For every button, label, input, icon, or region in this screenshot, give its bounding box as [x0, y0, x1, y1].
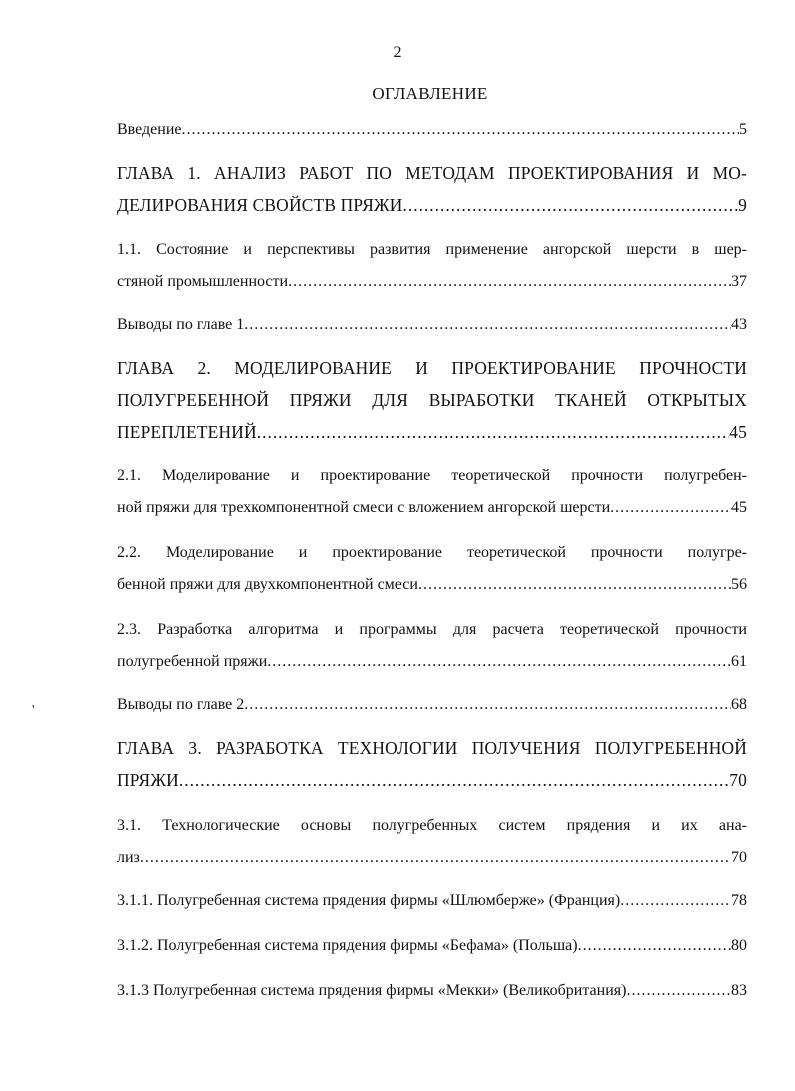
toc-leader-dots — [179, 764, 729, 796]
toc-entry-section-3-1-1 — [117, 885, 747, 917]
toc-entry-last-line — [117, 416, 747, 448]
page-number: 2 — [393, 44, 402, 61]
toc-page-number: 43 — [731, 316, 747, 333]
margin-mark: ' — [32, 703, 35, 718]
toc-entry-chapter-2 — [117, 352, 747, 448]
toc-entry-text: ной пряжи для трехкомпонентной смеси с вложением ангорской шерсти — [117, 499, 611, 516]
toc-leader-dots — [578, 930, 731, 962]
toc-entry-last-line — [117, 885, 747, 917]
toc-entry-conclusions-2 — [117, 689, 747, 721]
toc-entry-text: лиз — [117, 849, 140, 866]
toc-entry-last-line — [117, 842, 747, 874]
toc-entry-last-line — [117, 975, 747, 1007]
toc-entry-last-line — [117, 189, 747, 221]
toc-entry-text: ДЕЛИРОВАНИЯ СВОЙСТВ ПРЯЖИ — [117, 195, 403, 215]
toc-entry-text: Введение — [117, 121, 182, 138]
toc-entry-text: ПЕРЕПЛЕТЕНИЙ — [117, 422, 257, 442]
toc-page-number: 78 — [731, 892, 747, 909]
toc-entry-line: ПОЛУГРЕБЕННОЙ ПРЯЖИ ДЛЯ ВЫРАБОТКИ ТКАНЕЙ ОТКРЫТЫХ — [117, 390, 747, 410]
toc-entry-text: стяной промышленности — [117, 273, 289, 290]
toc-title: ОГЛАВЛЕНИЕ — [372, 84, 488, 103]
toc-entry-section-3-1 — [117, 810, 747, 874]
toc-page-number: 9 — [738, 195, 747, 215]
toc-entry-line: ГЛАВА 2. МОДЕЛИРОВАНИЕ И ПРОЕКТИРОВАНИЕ ПРОЧНОСТИ — [117, 358, 747, 378]
toc-entry-line: 1.1. Состояние и перспективы развития применение ангорской шерсти в шер- — [117, 241, 747, 258]
toc-entry-introduction — [117, 114, 747, 146]
toc-leader-dots — [626, 975, 731, 1007]
toc-entry-last-line — [117, 569, 747, 601]
toc-entry-text: ПРЯЖИ — [117, 770, 179, 790]
toc-page-number: 68 — [731, 696, 747, 713]
toc-entry-line: 2.1. Моделирование и проектирование теоретической прочности полугребен- — [117, 467, 747, 484]
toc-entry-text: бенной пряжи для двухкомпонентной смеси — [117, 576, 418, 593]
toc-entry-text: Выводы по главе 1 — [117, 316, 245, 333]
toc-entry-last-line — [117, 309, 747, 341]
toc-entry-text: 3.1.1. Полугребенная система прядения фирмы «Шлюмберже» (Франция) — [117, 892, 621, 909]
toc-page-number: 80 — [731, 937, 747, 954]
toc-page-number: 5 — [739, 121, 747, 138]
toc-entry-last-line — [117, 266, 747, 298]
toc-entry-text: 3.1.2. Полугребенная система прядения фирмы «Бефама» (Польша) — [117, 937, 578, 954]
toc-page-number: 37 — [731, 273, 747, 290]
toc-entry-line: ГЛАВА 1. АНАЛИЗ РАБОТ ПО МЕТОДАМ ПРОЕКТИРОВАНИЯ И МО- — [117, 163, 747, 183]
toc-page-number: 45 — [729, 422, 747, 442]
toc-page-number: 56 — [731, 576, 747, 593]
toc-leader-dots — [140, 842, 731, 874]
toc-entry-section-2-2 — [117, 537, 747, 601]
toc-entry-section-3-1-3 — [117, 975, 747, 1007]
toc-entry-text: полугребенной пряжи — [117, 653, 268, 670]
toc-page-number: 61 — [731, 653, 747, 670]
toc-entry-section-1-1 — [117, 234, 747, 298]
toc-entry-last-line — [117, 764, 747, 796]
toc-leader-dots — [182, 114, 740, 146]
toc-entry-last-line — [117, 646, 747, 678]
toc-leader-dots — [610, 492, 731, 524]
toc-entry-last-line — [117, 114, 747, 146]
toc-entry-line: 2.3. Разработка алгоритма и программы для расчета теоретической прочности — [117, 621, 747, 638]
toc-page-number: 45 — [731, 499, 747, 516]
toc-entry-line: 3.1. Технологические основы полугребенных систем прядения и их ана- — [117, 817, 747, 834]
toc-leader-dots — [244, 309, 731, 341]
toc-entry-line: ГЛАВА 3. РАЗРАБОТКА ТЕХНОЛОГИИ ПОЛУЧЕНИЯ ПОЛУГРЕБЕННОЙ — [117, 738, 747, 758]
toc-entry-line: 2.2. Моделирование и проектирование теоретической прочности полугре- — [117, 544, 747, 561]
toc-page-number: 83 — [731, 982, 747, 999]
toc-leader-dots — [418, 569, 731, 601]
toc-leader-dots — [244, 689, 731, 721]
toc-entry-last-line — [117, 689, 747, 721]
toc-entry-conclusions-1 — [117, 309, 747, 341]
toc-entry-text: Выводы по главе 2 — [117, 696, 245, 713]
toc-leader-dots — [403, 189, 739, 221]
toc-leader-dots — [267, 646, 731, 678]
toc-page-number: 70 — [729, 770, 747, 790]
toc-entry-last-line — [117, 492, 747, 524]
toc-leader-dots — [288, 266, 731, 298]
toc-leader-dots — [620, 885, 731, 917]
toc-entry-section-2-3 — [117, 614, 747, 678]
toc-leader-dots — [257, 416, 729, 448]
toc-entry-text: 3.1.3 Полугребенная система прядения фирмы «Мекки» (Великобритания) — [117, 982, 627, 999]
toc-entry-last-line — [117, 930, 747, 962]
toc-entry-chapter-3 — [117, 732, 747, 796]
toc-entry-section-3-1-2 — [117, 930, 747, 962]
toc-page-number: 70 — [731, 849, 747, 866]
toc-entry-section-2-1 — [117, 460, 747, 524]
toc-entry-chapter-1 — [117, 157, 747, 221]
